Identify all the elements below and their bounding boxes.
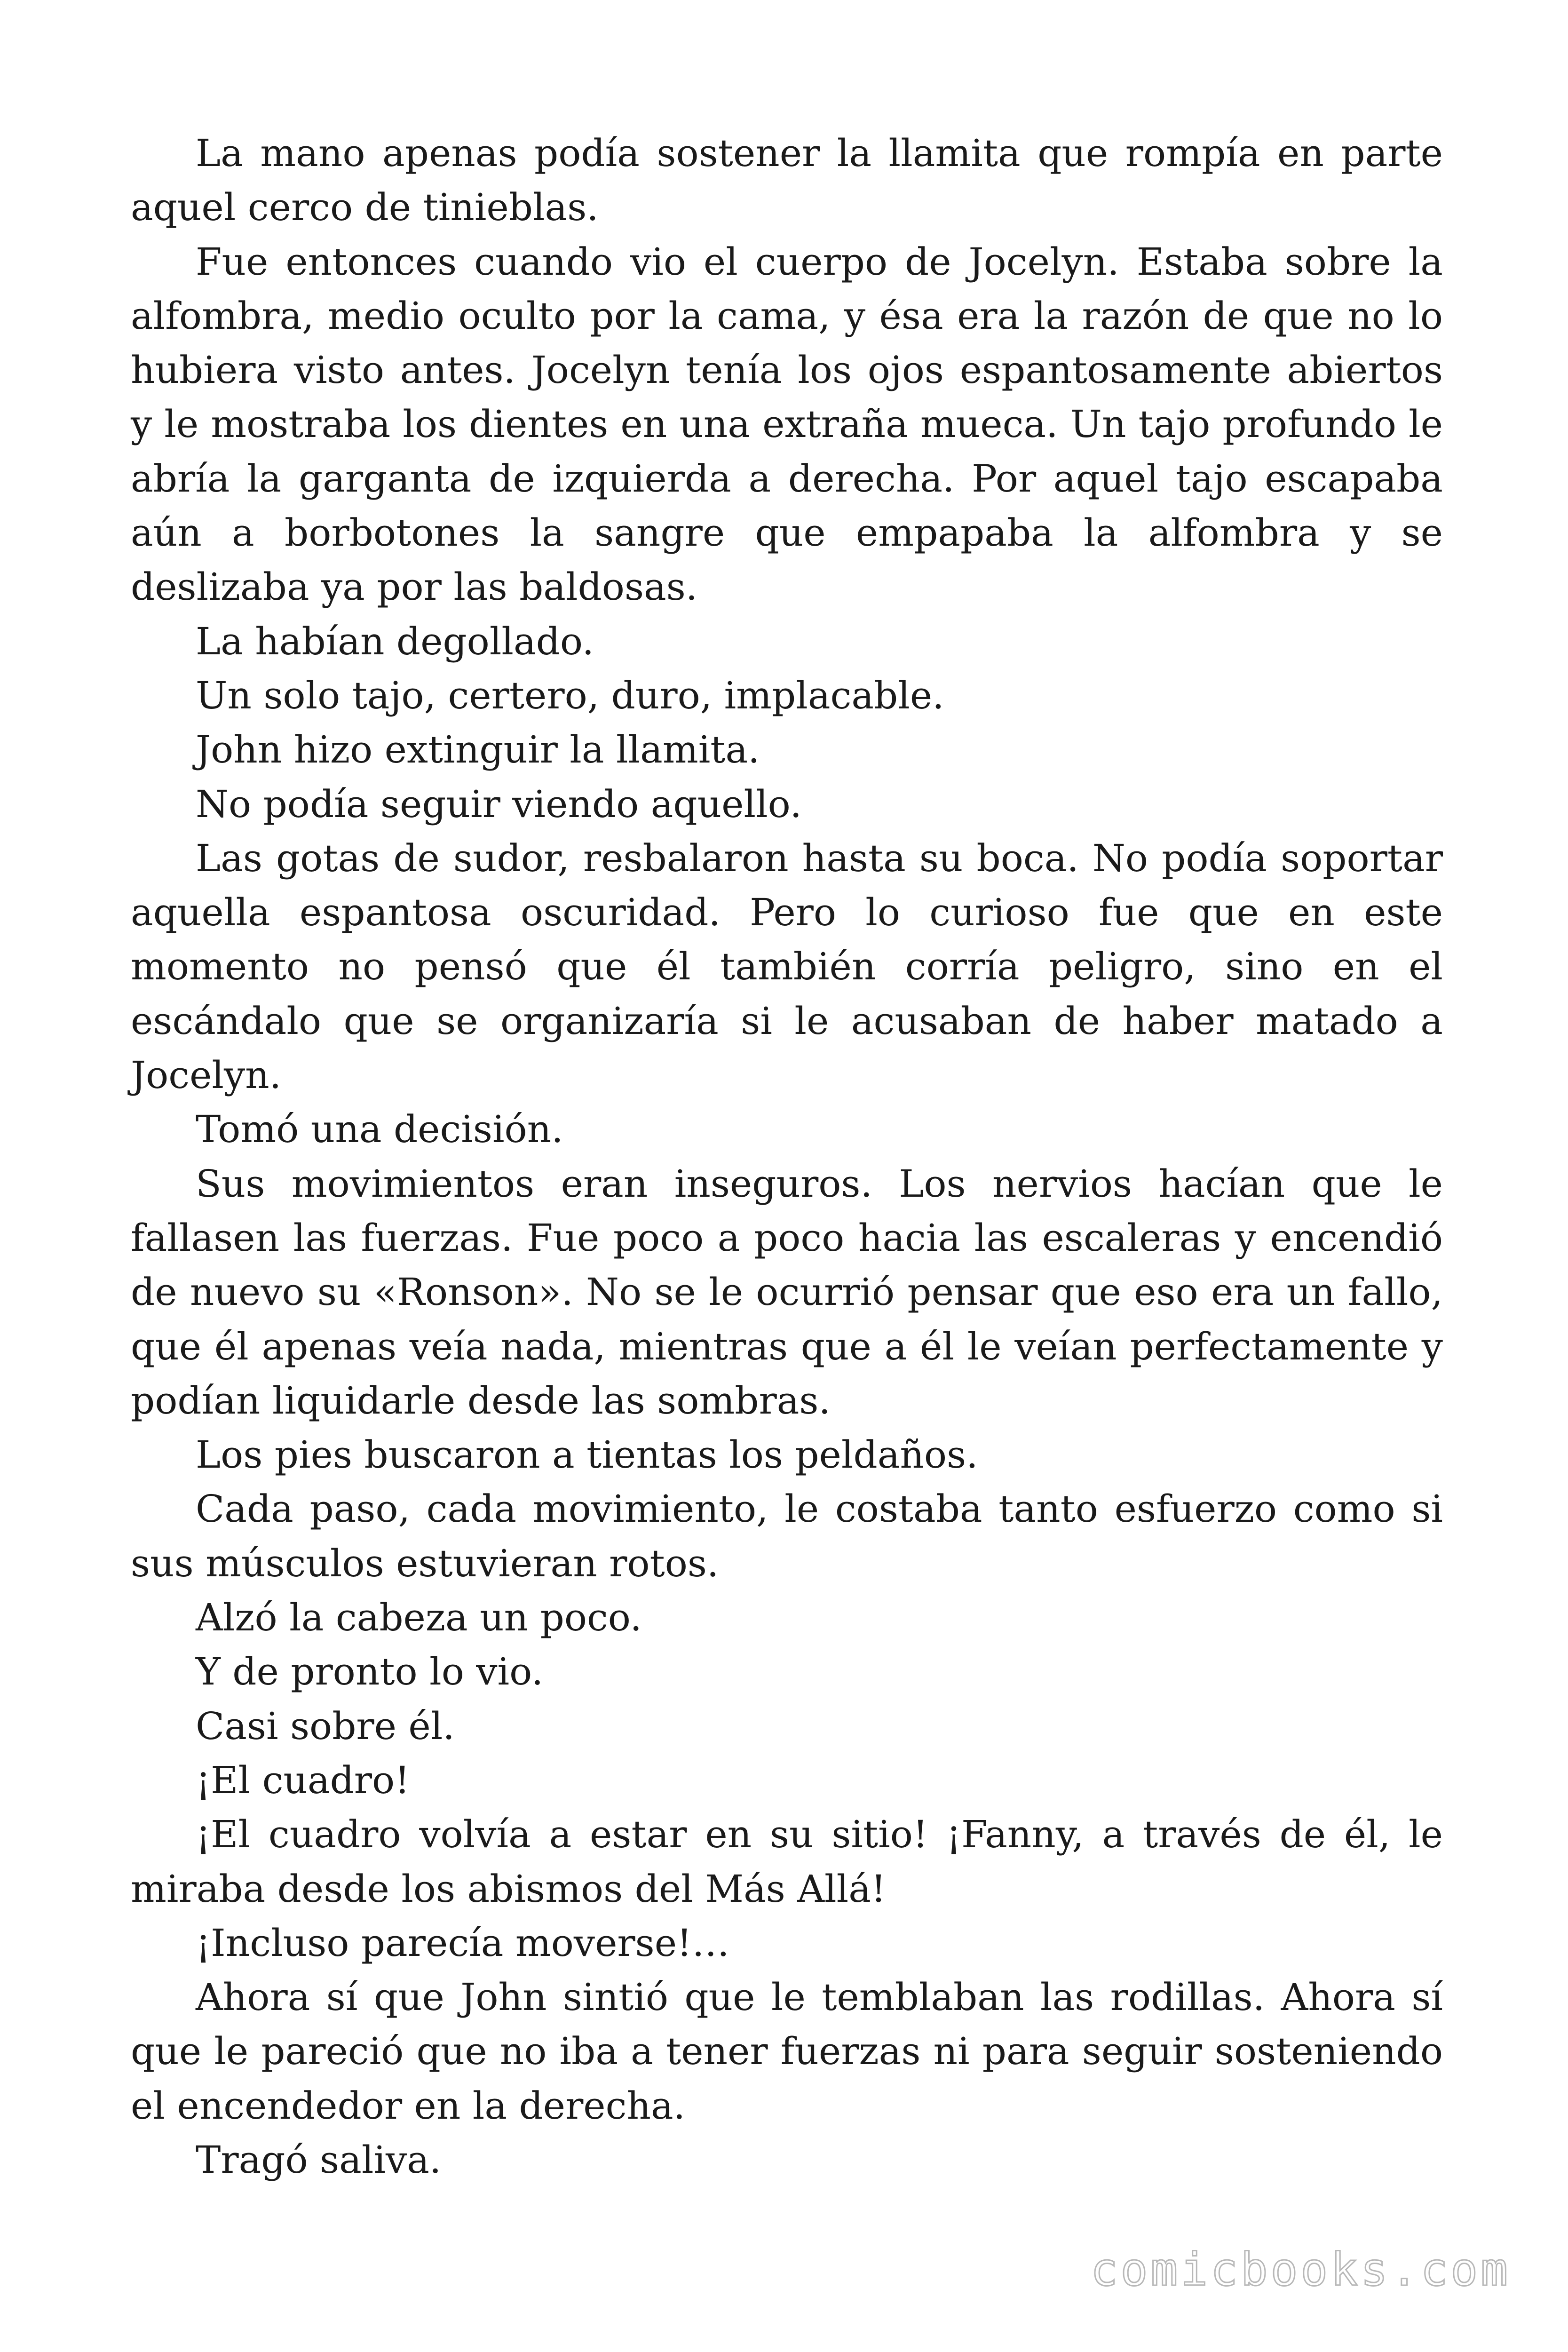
paragraph: Alzó la cabeza un poco. — [196, 1596, 642, 1640]
paragraph: ¡El cuadro! — [196, 1758, 410, 1802]
paragraph: ¡El cuadro volvía a estar en su sitio! ¡Fanny, a través de él, le miraba desde los abismos del Más Allá! — [131, 1812, 1443, 1911]
paragraph: Un solo tajo, certero, duro, implacable. — [196, 673, 944, 717]
watermark: comicbooks.com — [1090, 2243, 1511, 2296]
paragraph: La habían degollado. — [196, 619, 594, 663]
paragraph: Casi sobre él. — [196, 1704, 455, 1748]
paragraph: Tomó una decisión. — [196, 1107, 563, 1152]
paragraph: No podía seguir viendo aquello. — [196, 782, 802, 826]
paragraph: Sus movimientos eran inseguros. Los nervios hacían que le fallasen las fuerzas. Fue poco a poco hacia las escaleras y encendió de nuevo su «Ronson». No se le ocurrió pensar que eso era un fallo, que él apenas veía nada, mientras que a él le veían perfectamente y podían liquidarle desde las sombras. — [131, 1161, 1443, 1422]
paragraph: ¡Incluso parecía moverse!… — [196, 1921, 730, 1965]
body-text — [131, 126, 1443, 2187]
paragraph: Las gotas de sudor, resbalaron hasta su boca. No podía soportar aquella espantosa oscuridad. Pero lo curioso fue que en este momento no pensó que él también corría peligro, sino en el escándalo que se organizaría si le acusaban de haber matado a Jocelyn. — [131, 836, 1443, 1097]
paragraph: Y de pronto lo vio. — [196, 1650, 544, 1694]
paragraph: La mano apenas podía sostener la llamita que rompía en parte aquel cerco de tinieblas. — [131, 131, 1443, 230]
paragraph: Tragó saliva. — [196, 2137, 442, 2182]
paragraph: Cada paso, cada movimiento, le costaba tanto esfuerzo como si sus músculos estuvieran rotos. — [131, 1487, 1443, 1585]
paragraph: Fue entonces cuando vio el cuerpo de Jocelyn. Estaba sobre la alfombra, medio oculto por la cama, y ésa era la razón de que no lo hubiera visto antes. Jocelyn tenía los ojos espantosamente abiertos y le mostraba los dientes en una extraña mueca. Un tajo profundo le abría la garganta de izquierda a derecha. Por aquel tajo escapaba aún a borbotones la sangre que empapaba la alfombra y se deslizaba ya por las baldosas. — [131, 239, 1443, 609]
paragraph: Los pies buscaron a tientas los peldaños. — [196, 1433, 978, 1477]
paragraph: Ahora sí que John sintió que le temblaban las rodillas. Ahora sí que le pareció que no iba a tener fuerzas ni para seguir sosteniendo el encendedor en la derecha. — [131, 1975, 1443, 2128]
paragraph: John hizo extinguir la llamita. — [196, 728, 760, 772]
